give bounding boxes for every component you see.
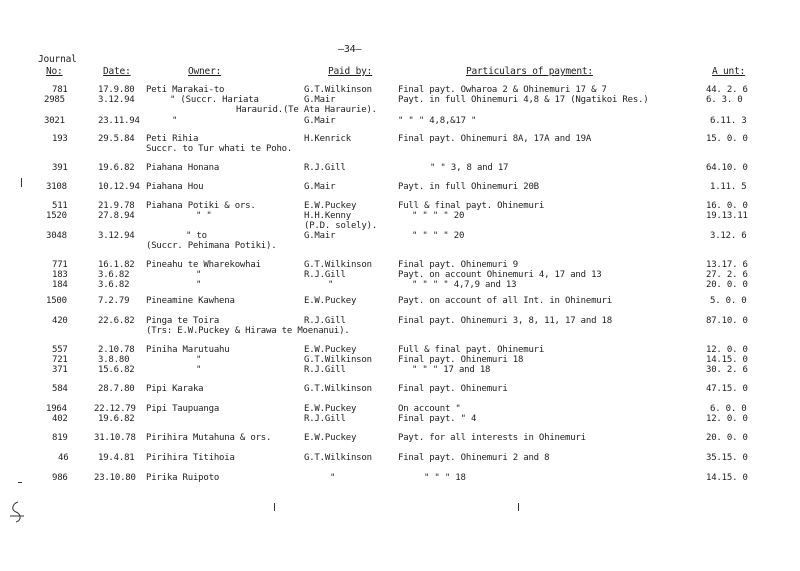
- entry-date: 28.7.80: [98, 384, 135, 394]
- margin-mark: [18, 482, 22, 483]
- entry-date: 22.6.82: [98, 316, 135, 326]
- amount: 13.17. 6: [706, 260, 748, 270]
- page-number: —34—: [338, 44, 362, 55]
- margin-mark: [274, 503, 275, 511]
- owner-name: Pineahu te Wharekowhai: [146, 260, 261, 270]
- entry-date: 19.6.82: [98, 163, 135, 173]
- owner-name: Peti Rihia: [146, 134, 199, 144]
- journal-no: 511: [52, 201, 68, 211]
- header-date: Date:: [103, 66, 131, 77]
- paid-by: G.T.Wilkinson: [304, 260, 372, 270]
- amount: 12. 0. 0: [706, 414, 748, 424]
- paid-by: R.J.Gill: [304, 414, 346, 424]
- entry-date: 3.12.94: [98, 231, 135, 241]
- paid-by: G.Mair: [304, 182, 336, 192]
- particulars: Final payt. Owharoa 2 & Ohinemuri 17 & 7: [398, 85, 607, 95]
- amount: 20. 0. 0: [706, 433, 748, 443]
- entry-date: 21.9.78: [98, 201, 135, 211]
- owner-name: ": [196, 365, 202, 375]
- particulars: " " " " 4,7,9 and 13: [412, 280, 517, 290]
- journal-no: 3048: [46, 231, 67, 241]
- paid-by: G.Mair: [304, 231, 336, 241]
- page-number-value: 34: [343, 44, 356, 55]
- owner-name: " (Succr. Hariata: [170, 95, 259, 105]
- amount: 87.10. 0: [706, 316, 748, 326]
- owner-name: Pirihira Titihoia: [146, 453, 235, 463]
- particulars: Payt. on account Ohinemuri 4, 17 and 13: [398, 270, 602, 280]
- journal-no: 2985: [44, 95, 65, 105]
- particulars: " " " 17 and 18: [412, 365, 491, 375]
- particulars: Final payt. " 4: [398, 414, 477, 424]
- paid-by: R.J.Gill: [304, 163, 346, 173]
- amount: 6.11. 3: [710, 116, 747, 126]
- journal-no: 771: [52, 260, 68, 270]
- owner-name: Succr. to Tur whati te Poho.: [146, 144, 293, 154]
- header-particulars: Particulars of payment:: [466, 66, 593, 77]
- paid-by: H.Kenrick: [304, 134, 351, 144]
- paid-by: ": [330, 473, 336, 483]
- journal-no: 184: [52, 280, 68, 290]
- margin-mark: [21, 178, 22, 187]
- owner-name: Peti Marakai-to: [146, 85, 225, 95]
- journal-no: 1500: [46, 296, 67, 306]
- particulars: " " " 4,8,&17 ": [398, 116, 477, 126]
- paid-by: E.W.Puckey: [304, 345, 357, 355]
- owner-name: Pirika Ruipoto: [146, 473, 220, 483]
- particulars: " " 3, 8 and 17: [430, 163, 509, 173]
- amount: 14.15. 0: [706, 355, 748, 365]
- owner-name: ": [196, 270, 202, 280]
- particulars: " " " " 20: [412, 211, 465, 221]
- amount: 27. 2. 6: [706, 270, 748, 280]
- particulars: " " " 18: [424, 473, 466, 483]
- owner-name: Piahana Hou: [146, 182, 204, 192]
- owner-name: ": [172, 116, 178, 126]
- entry-date: 23.10.80: [94, 473, 136, 483]
- particulars: Final payt. Ohinemuri 18: [398, 355, 524, 365]
- punch-hole-mark: [8, 500, 28, 524]
- particulars: Final payt. Ohinemuri 8A, 17A and 19A: [398, 134, 592, 144]
- journal-no: 3108: [46, 182, 67, 192]
- entry-date: 19.6.82: [98, 414, 135, 424]
- paid-by: G.T.Wilkinson: [304, 453, 372, 463]
- particulars: Payt. on account of all Int. in Ohinemuri: [398, 296, 612, 306]
- paid-by: (P.D. solely).: [304, 221, 378, 231]
- amount: 19.13.11: [706, 211, 748, 221]
- paid-by: G.T.Wilkinson: [304, 355, 372, 365]
- amount: 3.12. 6: [710, 231, 747, 241]
- journal-no: 391: [52, 163, 68, 173]
- entry-date: 2.10.78: [98, 345, 135, 355]
- amount: 12. 0. 0: [706, 345, 748, 355]
- amount: 47.15. 0: [706, 384, 748, 394]
- margin-mark: [518, 503, 519, 511]
- journal-no: 371: [52, 365, 68, 375]
- paid-by: G.T.Wilkinson: [304, 85, 372, 95]
- header-owner: Owner:: [188, 66, 222, 77]
- paid-by: E.W.Puckey: [304, 433, 357, 443]
- amount: 6. 3. 0: [706, 95, 743, 105]
- journal-no: 3021: [44, 116, 65, 126]
- owner-name: Haraurid.(Te Ata Haraurie).: [236, 105, 377, 115]
- particulars: Payt. in full Ohinemuri 20B: [398, 182, 539, 192]
- owner-name: (Succr. Pehimana Potiki).: [146, 241, 277, 251]
- owner-name: ": [196, 355, 202, 365]
- entry-date: 19.4.81: [98, 453, 135, 463]
- header-paid-by: Paid by:: [328, 66, 373, 77]
- journal-no: 193: [52, 134, 68, 144]
- header-amount: A unt:: [712, 66, 746, 77]
- owner-name: " to: [186, 231, 207, 241]
- amount: 16. 0. 0: [706, 201, 748, 211]
- amount: 14.15. 0: [706, 473, 748, 483]
- particulars: Final payt. Ohinemuri 3, 8, 11, 17 and 18: [398, 316, 612, 326]
- owner-name: Pineamine Kawhena: [146, 296, 235, 306]
- particulars: " " " " 20: [412, 231, 465, 241]
- journal-no: 781: [52, 85, 68, 95]
- amount: 35.15. 0: [706, 453, 748, 463]
- owner-name: Pipi Taupuanga: [146, 404, 220, 414]
- paid-by: E.W.Puckey: [304, 404, 357, 414]
- journal-no: 420: [52, 316, 68, 326]
- particulars: Payt. in full Ohinemuri 4,8 & 17 (Ngatikoi Res.): [398, 95, 649, 105]
- owner-name: (Trs: E.W.Puckey & Hirawa te Moenanui).: [146, 326, 350, 336]
- journal-no: 986: [52, 473, 68, 483]
- owner-name: " ": [196, 211, 212, 221]
- amount: 20. 0. 0: [706, 280, 748, 290]
- header-journal: Journal: [38, 54, 77, 65]
- entry-date: 22.12.79: [94, 404, 136, 414]
- entry-date: 10.12.94: [98, 182, 140, 192]
- paid-by: ": [328, 280, 334, 290]
- amount: 1.11. 5: [710, 182, 747, 192]
- paid-by: R.J.Gill: [304, 365, 346, 375]
- journal-no: 557: [52, 345, 68, 355]
- entry-date: 3.8.80: [98, 355, 130, 365]
- paid-by: G.Mair: [304, 95, 336, 105]
- amount: 15. 0. 0: [706, 134, 748, 144]
- owner-name: Piahana Honana: [146, 163, 220, 173]
- paid-by: R.J.Gill: [304, 316, 346, 326]
- owner-name: Pirihira Mutahuna & ors.: [146, 433, 272, 443]
- amount: 30. 2. 6: [706, 365, 748, 375]
- journal-no: 721: [52, 355, 68, 365]
- journal-no: 584: [52, 384, 68, 394]
- paid-by: E.W.Puckey: [304, 201, 357, 211]
- owner-name: Piniha Marutuahu: [146, 345, 230, 355]
- owner-name: ": [196, 280, 202, 290]
- owner-name: Pinga te Toira: [146, 316, 220, 326]
- owner-name: Piahana Potiki & ors.: [146, 201, 256, 211]
- particulars: Full & final payt. Ohinemuri: [398, 201, 545, 211]
- particulars: Final payt. Ohinemuri: [398, 384, 508, 394]
- entry-date: 3.6.82: [98, 280, 130, 290]
- entry-date: 23.11.94: [98, 116, 140, 126]
- paid-by: H.H.Kenny: [304, 211, 351, 221]
- entry-date: 27.8.94: [98, 211, 135, 221]
- header-journal-no: No:: [46, 66, 63, 77]
- entry-date: 16.1.82: [98, 260, 135, 270]
- owner-name: Pipi Karaka: [146, 384, 204, 394]
- amount: 64.10. 0: [706, 163, 748, 173]
- journal-no: 1964: [46, 404, 67, 414]
- particulars: Final payt. Ohinemuri 9: [398, 260, 519, 270]
- entry-date: 31.10.78: [94, 433, 136, 443]
- particulars: On account ": [398, 404, 461, 414]
- particulars: Final payt. Ohinemuri 2 and 8: [398, 453, 550, 463]
- entry-date: 15.6.82: [98, 365, 135, 375]
- paid-by: G.T.Wilkinson: [304, 384, 372, 394]
- journal-no: 402: [52, 414, 68, 424]
- entry-date: 3.6.82: [98, 270, 130, 280]
- particulars: Payt. for all interests in Ohinemuri: [398, 433, 586, 443]
- amount: 5. 0. 0: [710, 296, 747, 306]
- journal-no: 1520: [46, 211, 67, 221]
- paid-by: G.Mair: [304, 116, 336, 126]
- amount: 44. 2. 6: [706, 85, 748, 95]
- journal-no: 183: [52, 270, 68, 280]
- amount: 6. 0. 0: [710, 404, 747, 414]
- particulars: Full & final payt. Ohinemuri: [398, 345, 545, 355]
- entry-date: 29.5.84: [98, 134, 135, 144]
- journal-no: 819: [52, 433, 68, 443]
- paid-by: R.J.Gill: [304, 270, 346, 280]
- paid-by: E.W.Puckey: [304, 296, 357, 306]
- entry-date: 17.9.80: [98, 85, 135, 95]
- entry-date: 3.12.94: [98, 95, 135, 105]
- entry-date: 7.2.79: [98, 296, 130, 306]
- journal-no: 46: [58, 453, 69, 463]
